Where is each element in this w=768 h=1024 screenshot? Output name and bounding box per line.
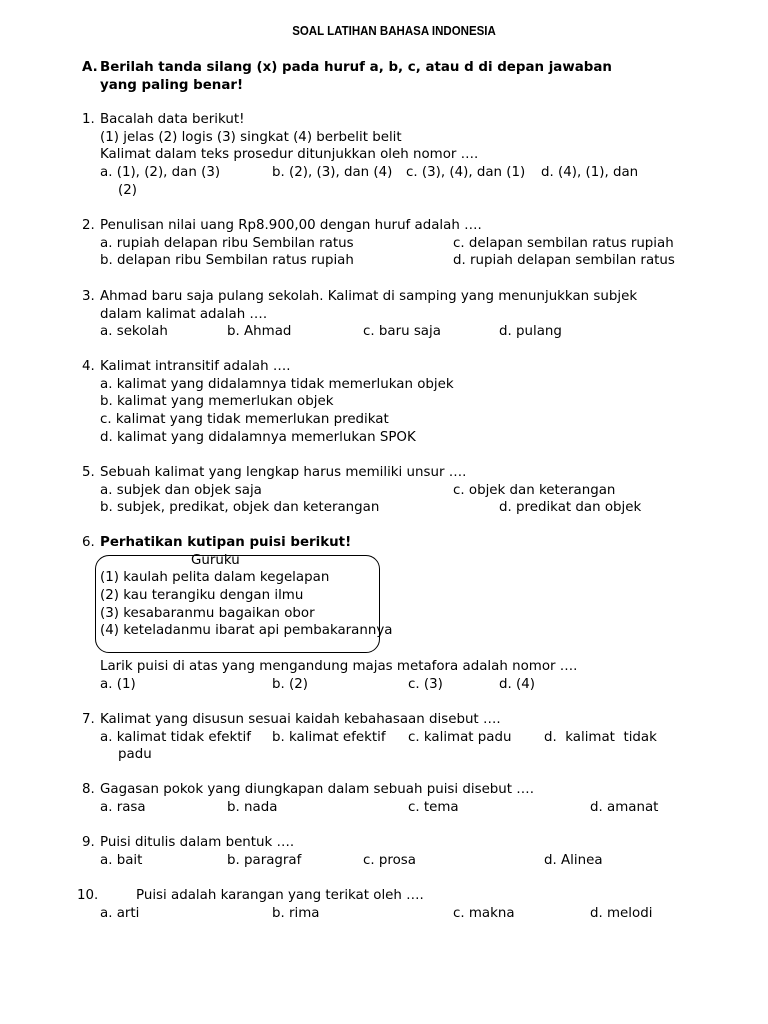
question-data: (1) jelas (2) logis (3) singkat (4) berbelit belit (100, 129, 402, 145)
question-text: Sebuah kalimat yang lengkap harus memiliki unsur …. (100, 465, 467, 480)
option-a[interactable]: a. bait (100, 852, 143, 868)
question-number: 6. (82, 535, 95, 550)
question-number: 3. (82, 289, 95, 304)
question-text: Perhatikan kutipan puisi berikut! (100, 535, 352, 550)
question-number: 1. (82, 112, 95, 127)
option-d[interactable]: d. amanat (590, 799, 659, 815)
option-a[interactable]: a. arti (100, 905, 140, 921)
option-a[interactable]: a. subjek dan objek saja (100, 482, 262, 498)
option-c[interactable]: c. kalimat yang tidak memerlukan predikat (100, 412, 389, 428)
option-d[interactable]: d. kalimat yang didalamnya memerlukan SPOK (100, 429, 416, 445)
option-a[interactable]: a. (1), (2), dan (3) (100, 165, 221, 181)
option-c[interactable]: c. baru saja (363, 324, 441, 340)
option-c[interactable]: c. prosa (363, 852, 416, 868)
section-label: A. (82, 60, 98, 75)
option-a[interactable]: a. sekolah (100, 324, 168, 340)
option-a[interactable]: a. kalimat tidak efektif (100, 729, 251, 745)
option-c[interactable]: c. kalimat padu (408, 729, 512, 745)
option-d[interactable]: d. predikat dan objek (499, 500, 642, 516)
poem-line-1: (1) kaulah pelita dalam kegelapan (100, 570, 330, 586)
poem-line-3: (3) kesabaranmu bagaikan obor (100, 605, 315, 621)
option-c[interactable]: c. (3) (408, 676, 443, 692)
page-title: SOAL LATIHAN BAHASA INDONESIA (292, 24, 496, 38)
option-c[interactable]: c. makna (453, 905, 515, 921)
question-number: 4. (82, 359, 95, 374)
option-c[interactable]: c. (3), (4), dan (1) (406, 165, 526, 181)
question-number: 7. (82, 712, 95, 727)
option-c[interactable]: c. delapan sembilan ratus rupiah (453, 235, 674, 251)
question-number: 8. (82, 782, 95, 797)
poem-line-2: (2) kau terangiku dengan ilmu (100, 588, 304, 604)
section-instruction (82, 59, 704, 95)
option-b[interactable]: b. kalimat efektif (272, 729, 386, 745)
option-d[interactable]: d. rupiah delapan sembilan ratus (453, 253, 675, 269)
question-text: Kalimat yang disusun sesuai kaidah kebahasaan disebut …. (100, 712, 501, 727)
instruction-line-1: Berilah tanda silang (x) pada huruf a, b, c, atau d di depan jawaban (100, 60, 612, 75)
question-text: Gagasan pokok yang diungkapan dalam sebuah puisi disebut …. (100, 782, 534, 797)
option-b[interactable]: b. rima (272, 905, 320, 921)
option-b[interactable]: b. subjek, predikat, objek dan keterangan (100, 500, 380, 516)
question-number: 2. (82, 218, 95, 233)
option-d[interactable]: d. melodi (590, 905, 653, 921)
option-b[interactable]: b. kalimat yang memerlukan objek (100, 394, 334, 410)
option-d-wrap: padu (118, 747, 152, 763)
option-d[interactable]: d. (4), (1), dan (541, 165, 639, 181)
question-text: Ahmad baru saja pulang sekolah. Kalimat di samping yang menunjukkan subjek (100, 289, 638, 304)
option-b[interactable]: b. nada (227, 799, 278, 815)
poem-line-4: (4) keteladanmu ibarat api pembakarannya (100, 623, 393, 639)
option-b[interactable]: b. delapan ribu Sembilan ratus rupiah (100, 253, 354, 269)
poem-title: Guruku (191, 552, 240, 568)
option-d[interactable]: d. (4) (499, 676, 535, 692)
option-a[interactable]: a. rupiah delapan ribu Sembilan ratus (100, 235, 354, 251)
question-text: Bacalah data berikut! (100, 112, 245, 127)
question-number: 10. (77, 888, 99, 903)
option-c[interactable]: c. objek dan keterangan (453, 482, 616, 498)
option-a[interactable]: a. rasa (100, 799, 146, 815)
option-b[interactable]: b. Ahmad (227, 324, 292, 340)
option-d[interactable]: d. kalimat tidak (544, 729, 657, 745)
option-b[interactable]: b. paragraf (227, 852, 302, 868)
option-d[interactable]: d. Alinea (544, 852, 603, 868)
question-text: Puisi ditulis dalam bentuk …. (100, 835, 295, 850)
option-b[interactable]: b. (2) (272, 676, 308, 692)
question-text: Kalimat dalam teks prosedur ditunjukkan oleh nomor …. (100, 147, 479, 163)
option-b[interactable]: b. (2), (3), dan (4) (272, 165, 393, 181)
option-a[interactable]: a. kalimat yang didalamnya tidak memerlukan objek (100, 376, 454, 392)
question-text: Puisi adalah karangan yang terikat oleh …. (136, 888, 424, 903)
question-text: dalam kalimat adalah …. (100, 306, 268, 322)
question-text: Larik puisi di atas yang mengandung majas metafora adalah nomor …. (100, 658, 578, 674)
question-number: 9. (82, 835, 95, 850)
instruction-line-2: yang paling benar! (100, 78, 244, 93)
option-d-wrap: (2) (118, 182, 137, 198)
question-number: 5. (82, 465, 95, 480)
option-c[interactable]: c. tema (408, 799, 459, 815)
question-text: Penulisan nilai uang Rp8.900,00 dengan huruf adalah …. (100, 218, 482, 233)
question-text: Kalimat intransitif adalah …. (100, 359, 291, 374)
option-a[interactable]: a. (1) (100, 676, 136, 692)
option-d[interactable]: d. pulang (499, 324, 562, 340)
